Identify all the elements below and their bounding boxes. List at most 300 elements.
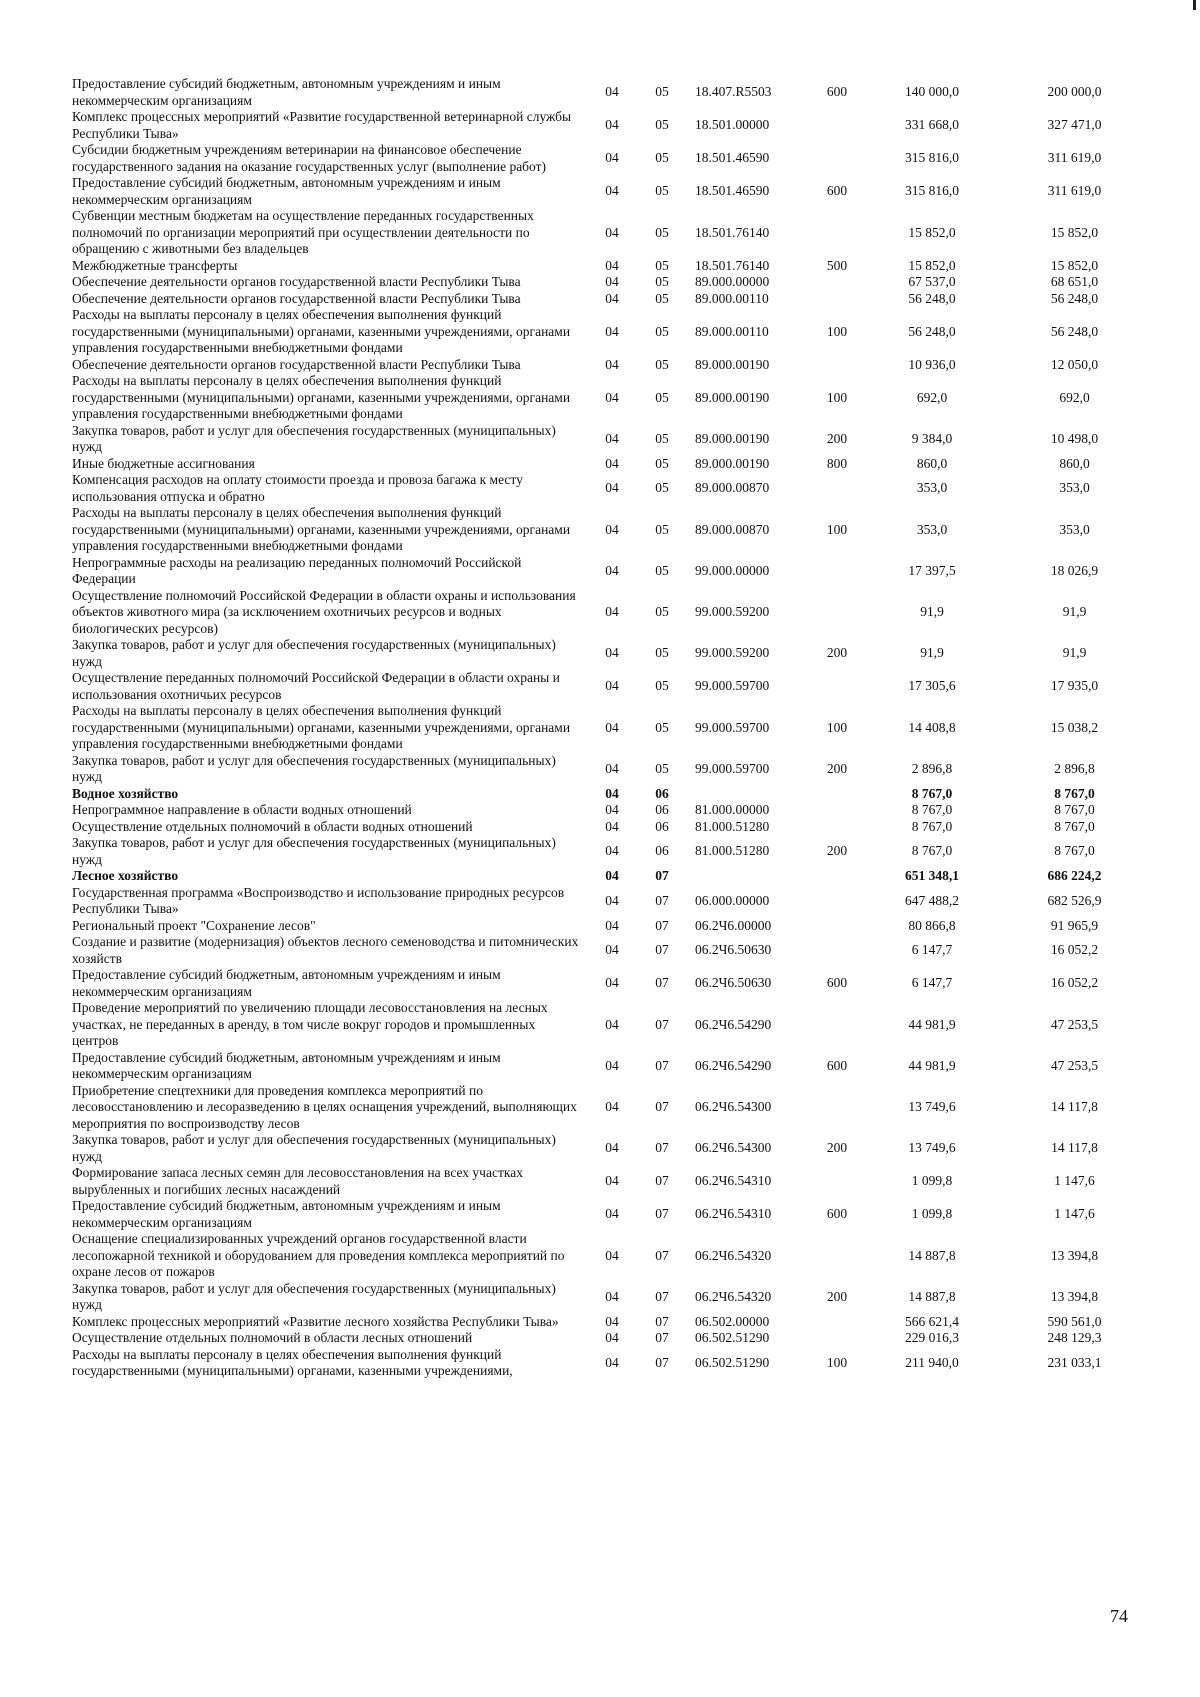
table-row — [72, 373, 1152, 423]
row-expense-type: 600 — [826, 975, 848, 991]
table-row — [72, 274, 1152, 291]
row-amount-year2: 16 052,2 — [1050, 942, 1099, 958]
row-expense-type: 200 — [826, 843, 848, 859]
row-name: Закупка товаров, работ и услуг для обеспечения государственных (муниципальных) нужд — [72, 835, 556, 867]
row-target-article: 06.502.51290 — [695, 1354, 770, 1370]
row-subsection: 06 — [655, 785, 669, 801]
row-section: 04 — [605, 183, 619, 199]
row-subsection: 05 — [655, 719, 669, 735]
row-name: Приобретение спецтехники для проведения комплекса мероприятий по лесовосстановлению и лесоразведению в целях оснащения учреждений, выполняющих мероприятия по воспроизводству лесов — [72, 1082, 577, 1131]
row-name: Оснащение специализированных учреждений органов государственной власти лесопожарной техникой и оборудованием для проведения комплекса мероприятий по охране лесов от пожаров — [72, 1231, 565, 1279]
row-amount-year1: 331 668,0 — [905, 117, 959, 133]
row-name: Комплекс процессных мероприятий «Развитие государственной ветеринарной службы Республики Тыва» — [72, 109, 572, 141]
table-row — [72, 208, 1152, 258]
row-amount-year1: 566 621,4 — [905, 1313, 959, 1329]
row-subsection: 07 — [655, 868, 669, 883]
row-expense-type: 200 — [826, 760, 848, 776]
row-subsection: 05 — [655, 562, 669, 578]
row-amount-year1: 17 305,6 — [908, 678, 956, 694]
row-expense-type: 600 — [826, 1206, 848, 1222]
row-target-article: 06.2Ч6.50630 — [695, 942, 772, 958]
row-name: Осуществление отдельных полномочий в области водных отношений — [72, 818, 473, 834]
row-section: 04 — [605, 1313, 619, 1329]
row-expense-type: 100 — [826, 521, 848, 537]
row-amount-year2: 311 619,0 — [1047, 183, 1102, 199]
row-amount-year2: 686 224,2 — [1047, 868, 1102, 883]
row-subsection: 07 — [655, 917, 669, 933]
row-subsection: 07 — [655, 1057, 669, 1073]
row-amount-year2: 15 852,0 — [1050, 224, 1099, 240]
row-section: 04 — [605, 1016, 619, 1032]
table-row — [72, 1281, 1152, 1314]
row-target-article: 18.501.76140 — [695, 257, 770, 273]
row-name: Предоставление субсидий бюджетным, автономным учреждениям и иным некоммерческим организациям — [72, 1049, 501, 1081]
row-name: Закупка товаров, работ и услуг для обеспечения государственных (муниципальных) нужд — [72, 752, 556, 784]
row-amount-year1: 17 397,5 — [908, 562, 956, 578]
row-amount-year2: 91 965,9 — [1050, 917, 1099, 933]
row-target-article: 89.000.00000 — [695, 274, 770, 289]
row-expense-type: 800 — [826, 455, 848, 471]
row-name: Компенсация расходов на оплату стоимости проезда и провоза багажа к месту использования отпуска и обратно — [72, 472, 523, 504]
row-amount-year2: 8 767,0 — [1054, 843, 1095, 859]
row-name: Обеспечение деятельности органов государственной власти Республики Тыва — [72, 290, 521, 306]
row-amount-year1: 91,9 — [920, 645, 944, 661]
row-section: 04 — [605, 521, 619, 537]
table-row — [72, 258, 1152, 275]
row-name: Субсидии бюджетным учреждениям ветеринарии на финансовое обеспечение государственного задания на оказание государственных услуг (выполнение работ) — [72, 142, 547, 174]
row-target-article: 89.000.00190 — [695, 356, 770, 372]
row-target-article: 06.000.00000 — [695, 892, 770, 908]
row-name: Иные бюджетные ассигнования — [72, 455, 255, 471]
row-section: 04 — [605, 1140, 619, 1156]
row-target-article: 18.501.76140 — [695, 224, 770, 240]
row-name: Закупка товаров, работ и услуг для обеспечения государственных (муниципальных) нужд — [72, 1132, 556, 1164]
row-target-article: 18.501.00000 — [695, 117, 770, 133]
row-target-article: 89.000.00870 — [695, 480, 770, 496]
row-expense-type: 200 — [826, 1140, 848, 1156]
table-row — [72, 175, 1152, 208]
row-section: 04 — [605, 843, 619, 859]
row-amount-year2: 47 253,5 — [1050, 1057, 1099, 1073]
row-subsection: 07 — [655, 1330, 669, 1345]
row-section: 04 — [605, 1288, 619, 1304]
row-section: 04 — [605, 389, 619, 405]
row-target-article: 81.000.00000 — [695, 802, 770, 817]
row-amount-year2: 56 248,0 — [1050, 290, 1099, 306]
row-section: 04 — [605, 760, 619, 776]
row-amount-year1: 14 887,8 — [908, 1288, 956, 1304]
row-subsection: 07 — [655, 1247, 669, 1263]
row-amount-year1: 315 816,0 — [905, 183, 959, 199]
page-number: 74 — [1110, 1606, 1128, 1626]
row-expense-type — [807, 670, 867, 703]
row-amount-year1: 860,0 — [916, 455, 948, 471]
row-amount-year1: 1 099,8 — [911, 1206, 953, 1222]
row-amount-year2: 12 050,0 — [1050, 356, 1099, 372]
row-amount-year1: 13 749,6 — [908, 1140, 956, 1156]
table-row — [72, 637, 1152, 670]
row-section: 04 — [605, 1206, 619, 1222]
table-row — [72, 555, 1152, 588]
row-section: 04 — [605, 1354, 619, 1370]
row-target-article: 99.000.59700 — [695, 678, 770, 694]
row-expense-type — [807, 208, 867, 258]
row-subsection: 05 — [655, 678, 669, 694]
row-expense-type — [807, 934, 867, 967]
row-amount-year1: 8 767,0 — [911, 818, 953, 834]
row-subsection: 05 — [655, 356, 669, 372]
row-expense-type — [807, 588, 867, 638]
row-name: Закупка товаров, работ и услуг для обеспечения государственных (муниципальных) нужд — [72, 637, 556, 669]
row-name: Субвенции местным бюджетам на осуществление переданных государственных полномочий по организации мероприятий при осуществлении деятельности по обращению с животными без владельцев — [72, 208, 534, 256]
row-target-article: 99.000.59200 — [695, 645, 770, 661]
row-expense-type: 500 — [826, 257, 848, 273]
row-target-article: 06.2Ч6.54320 — [695, 1247, 772, 1263]
row-subsection: 05 — [655, 645, 669, 661]
row-target-article: 99.000.59700 — [695, 760, 770, 776]
table-row — [72, 753, 1152, 786]
table-row — [72, 868, 1152, 885]
table-row — [72, 1198, 1152, 1231]
row-expense-type: 600 — [826, 1057, 848, 1073]
row-amount-year1: 211 940,0 — [905, 1354, 959, 1370]
table-row — [72, 786, 1152, 803]
row-subsection: 07 — [655, 1099, 669, 1114]
row-amount-year1: 14 887,8 — [908, 1247, 956, 1263]
row-target-article: 06.2Ч6.00000 — [695, 917, 772, 933]
row-amount-year2: 8 767,0 — [1054, 818, 1095, 834]
row-amount-year2: 860,0 — [1059, 455, 1090, 471]
row-amount-year2: 8 767,0 — [1054, 785, 1095, 801]
row-section: 04 — [605, 117, 619, 133]
table-row — [72, 1165, 1152, 1198]
row-subsection: 05 — [655, 389, 669, 405]
scan-corner-mark — [1193, 0, 1196, 10]
row-section: 04 — [605, 818, 619, 834]
row-name: Государственная программа «Воспроизводство и использование природных ресурсов Республики Тыва» — [72, 884, 565, 916]
row-amount-year2: 14 117,8 — [1051, 1140, 1098, 1156]
row-amount-year2: 15 852,0 — [1050, 257, 1099, 273]
row-name: Непрограммное направление в области водных отношений — [72, 802, 412, 817]
row-name: Предоставление субсидий бюджетным, автономным учреждениям и иным некоммерческим организациям — [72, 175, 501, 207]
row-subsection: 06 — [655, 818, 669, 834]
row-section: 04 — [605, 1330, 619, 1345]
row-section: 04 — [605, 1173, 619, 1189]
row-subsection: 05 — [655, 84, 669, 100]
row-expense-type — [807, 274, 867, 291]
row-target-article: 06.502.00000 — [695, 1313, 770, 1329]
row-name: Лесное хозяйство — [72, 868, 179, 883]
row-amount-year2: 17 935,0 — [1050, 678, 1099, 694]
budget-table — [72, 76, 1152, 1380]
row-amount-year2: 353,0 — [1059, 480, 1090, 496]
row-expense-type: 100 — [826, 389, 848, 405]
row-section: 04 — [605, 917, 619, 933]
row-amount-year2: 14 117,8 — [1051, 1099, 1098, 1114]
table-row — [72, 456, 1152, 473]
row-target-article: 99.000.00000 — [695, 562, 770, 578]
row-subsection: 05 — [655, 430, 669, 446]
row-amount-year1: 9 384,0 — [911, 430, 953, 446]
row-target-article: 06.2Ч6.54290 — [695, 1057, 772, 1073]
row-amount-year2: 231 033,1 — [1047, 1354, 1102, 1370]
table-row — [72, 142, 1152, 175]
row-target-article: 06.2Ч6.54300 — [695, 1099, 772, 1114]
row-amount-year1: 44 981,9 — [908, 1057, 956, 1073]
row-expense-type: 200 — [826, 1288, 848, 1304]
row-amount-year2: 91,9 — [1062, 604, 1087, 619]
row-expense-type — [807, 918, 867, 935]
row-subsection: 05 — [655, 323, 669, 339]
row-name: Формирование запаса лесных семян для лесовосстановления на всех участках вырубленных и погибших лесных насаждений — [72, 1165, 523, 1197]
row-amount-year2: 590 561,0 — [1047, 1313, 1102, 1329]
row-expense-type — [807, 786, 867, 803]
row-expense-type — [807, 885, 867, 918]
row-subsection: 06 — [655, 802, 669, 817]
row-target-article: 89.000.00190 — [695, 430, 770, 446]
row-subsection: 07 — [655, 975, 669, 991]
row-section: 04 — [605, 84, 619, 100]
row-name: Водное хозяйство — [72, 785, 179, 801]
row-amount-year2: 56 248,0 — [1050, 323, 1099, 339]
table-row — [72, 505, 1152, 555]
table-row — [72, 588, 1152, 638]
row-amount-year1: 651 348,1 — [905, 868, 959, 883]
row-expense-type — [807, 868, 867, 885]
row-name: Непрограммные расходы на реализацию переданных полномочий Российской Федерации — [72, 554, 522, 586]
row-name: Предоставление субсидий бюджетным, автономным учреждениям и иным некоммерческим организациям — [72, 1198, 501, 1230]
row-target-article: 81.000.51280 — [695, 818, 770, 834]
row-section: 04 — [605, 719, 619, 735]
row-amount-year1: 67 537,0 — [908, 274, 956, 289]
row-subsection: 07 — [655, 892, 669, 908]
row-amount-year2: 47 253,5 — [1050, 1016, 1099, 1032]
row-expense-type: 100 — [826, 719, 848, 735]
row-expense-type — [807, 291, 867, 308]
row-name: Межбюджетные трансферты — [72, 257, 238, 273]
row-amount-year2: 13 394,8 — [1050, 1247, 1099, 1263]
row-subsection: 05 — [655, 257, 669, 273]
table-row — [72, 802, 1152, 819]
row-section: 04 — [605, 678, 619, 694]
row-name: Региональный проект "Сохранение лесов" — [72, 917, 316, 933]
row-amount-year1: 8 767,0 — [911, 843, 953, 859]
row-subsection: 05 — [655, 150, 669, 166]
row-amount-year1: 229 016,3 — [905, 1330, 959, 1345]
row-section: 04 — [605, 942, 619, 958]
row-amount-year1: 15 852,0 — [908, 224, 956, 240]
row-target-article: 89.000.00190 — [695, 455, 770, 471]
row-subsection: 05 — [655, 760, 669, 776]
row-expense-type — [807, 1000, 867, 1050]
row-name: Осуществление полномочий Российской Федерации в области охраны и использования объектов животного мира (за исключением охотничьих ресурсов и водных биологических ресурсов) — [72, 587, 576, 636]
row-subsection: 07 — [655, 1288, 669, 1304]
row-amount-year2: 682 526,9 — [1047, 892, 1102, 908]
row-expense-type: 100 — [826, 1354, 848, 1370]
row-subsection: 05 — [655, 521, 669, 537]
row-target-article: 89.000.00110 — [695, 290, 769, 306]
row-amount-year1: 80 866,8 — [908, 917, 956, 933]
row-section: 04 — [605, 257, 619, 273]
row-amount-year2: 18 026,9 — [1050, 562, 1099, 578]
row-section: 04 — [605, 150, 619, 166]
row-amount-year1: 14 408,8 — [908, 719, 956, 735]
row-amount-year1: 2 896,8 — [911, 760, 953, 776]
row-subsection: 07 — [655, 1206, 669, 1222]
row-expense-type — [807, 819, 867, 836]
table-row — [72, 1083, 1152, 1133]
row-amount-year1: 315 816,0 — [905, 150, 959, 166]
row-subsection: 07 — [655, 1313, 669, 1329]
table-row — [72, 1330, 1152, 1347]
row-name: Обеспечение деятельности органов государственной власти Республики Тыва — [72, 356, 521, 372]
table-row — [72, 934, 1152, 967]
row-section: 04 — [605, 224, 619, 240]
row-expense-type: 600 — [826, 183, 848, 199]
row-amount-year2: 10 498,0 — [1050, 430, 1099, 446]
row-section: 04 — [605, 356, 619, 372]
row-amount-year2: 327 471,0 — [1047, 117, 1102, 133]
row-name: Проведение мероприятий по увеличению площади лесовосстановления на лесных участках, не переданных в аренду, в том числе вокруг городов и промышленных центров — [72, 1000, 548, 1048]
row-subsection: 05 — [655, 183, 669, 199]
row-name: Комплекс процессных мероприятий «Развитие лесного хозяйства Республики Тыва» — [72, 1313, 559, 1329]
row-name: Расходы на выплаты персоналу в целях обеспечения выполнения функций государственными (муниципальными) органами, казенными учреждениями, органами управления государственными внебюджетными фондами — [72, 505, 571, 553]
row-subsection: 07 — [655, 942, 669, 958]
table-row — [72, 703, 1152, 753]
table-row — [72, 1000, 1152, 1050]
row-amount-year2: 15 038,2 — [1050, 719, 1099, 735]
row-expense-type: 100 — [826, 323, 848, 339]
row-expense-type — [807, 1165, 867, 1198]
row-expense-type — [807, 802, 867, 819]
row-name: Обеспечение деятельности органов государственной власти Республики Тыва — [72, 274, 521, 289]
row-subsection: 05 — [655, 224, 669, 240]
row-section: 04 — [605, 604, 619, 619]
row-expense-type — [807, 1314, 867, 1331]
row-amount-year1: 91,9 — [920, 604, 944, 619]
row-target-article: 81.000.51280 — [695, 843, 770, 859]
row-target-article: 06.502.51290 — [695, 1330, 770, 1345]
row-expense-type — [807, 357, 867, 374]
row-expense-type — [807, 142, 867, 175]
row-subsection: 05 — [655, 455, 669, 471]
row-section: 04 — [605, 1247, 619, 1263]
row-expense-type — [807, 555, 867, 588]
row-name: Предоставление субсидий бюджетным, автономным учреждениям и иным некоммерческим организациям — [72, 76, 501, 108]
row-section: 04 — [605, 274, 619, 289]
table-row — [72, 307, 1152, 357]
row-target-article: 06.2Ч6.54300 — [695, 1140, 772, 1156]
row-amount-year1: 353,0 — [916, 480, 948, 496]
row-amount-year2: 2 896,8 — [1054, 760, 1095, 776]
row-section: 04 — [605, 562, 619, 578]
row-section: 04 — [605, 1099, 619, 1114]
row-section: 04 — [605, 430, 619, 446]
row-amount-year1: 6 147,7 — [911, 975, 953, 991]
row-amount-year1: 10 936,0 — [908, 356, 956, 372]
row-subsection: 05 — [655, 604, 669, 619]
row-amount-year1: 353,0 — [916, 521, 948, 537]
row-name: Создание и развитие (модернизация) объектов лесного семеноводства и питомнических хозяйств — [72, 934, 579, 966]
row-name: Расходы на выплаты персоналу в целях обеспечения выполнения функций государственными (муниципальными) органами, казенными учреждениями, — [72, 1346, 513, 1378]
table-row — [72, 1231, 1152, 1281]
row-expense-type — [807, 472, 867, 505]
row-section: 04 — [605, 1057, 619, 1073]
row-target-article: 89.000.00110 — [695, 323, 769, 339]
row-name: Осуществление переданных полномочий Российской Федерации в области охраны и использования охотничьих ресурсов — [72, 670, 560, 702]
row-section: 04 — [605, 868, 619, 883]
row-target-article: 89.000.00870 — [695, 521, 770, 537]
row-target-article: 06.2Ч6.54290 — [695, 1016, 772, 1032]
row-amount-year1: 56 248,0 — [908, 323, 956, 339]
row-subsection: 07 — [655, 1354, 669, 1370]
row-amount-year1: 692,0 — [916, 389, 948, 405]
table-row — [72, 918, 1152, 935]
row-subsection: 05 — [655, 480, 669, 496]
table-row — [72, 291, 1152, 308]
row-name: Предоставление субсидий бюджетным, автономным учреждениям и иным некоммерческим организациям — [72, 967, 501, 999]
row-amount-year2: 1 147,6 — [1054, 1206, 1095, 1222]
row-subsection: 07 — [655, 1016, 669, 1032]
table-row — [72, 357, 1152, 374]
row-amount-year1: 1 099,8 — [911, 1173, 953, 1189]
row-subsection: 05 — [655, 117, 669, 133]
row-amount-year2: 200 000,0 — [1047, 84, 1102, 100]
row-subsection: 05 — [655, 290, 669, 306]
row-amount-year2: 1 147,6 — [1054, 1173, 1095, 1189]
row-section: 04 — [605, 975, 619, 991]
row-amount-year2: 692,0 — [1059, 389, 1090, 405]
row-target-article: 06.2Ч6.54310 — [695, 1173, 772, 1189]
table-row — [72, 472, 1152, 505]
row-target-article — [687, 868, 807, 885]
row-target-article: 99.000.59700 — [695, 719, 770, 735]
row-subsection: 07 — [655, 1173, 669, 1189]
row-section: 04 — [605, 323, 619, 339]
row-expense-type — [807, 109, 867, 142]
row-target-article: 89.000.00190 — [695, 389, 770, 405]
row-amount-year2: 353,0 — [1059, 521, 1090, 537]
row-name: Осуществление отдельных полномочий в области лесных отношений — [72, 1330, 473, 1345]
row-amount-year2: 311 619,0 — [1047, 150, 1102, 166]
row-amount-year1: 6 147,7 — [911, 942, 953, 958]
table-row — [72, 1050, 1152, 1083]
row-amount-year1: 647 488,2 — [905, 892, 959, 908]
table-row — [72, 670, 1152, 703]
row-amount-year2: 16 052,2 — [1050, 975, 1099, 991]
row-section: 04 — [605, 455, 619, 471]
table-row — [72, 885, 1152, 918]
row-amount-year2: 68 651,0 — [1050, 274, 1099, 289]
row-subsection: 07 — [655, 1140, 669, 1156]
row-section: 04 — [605, 785, 619, 801]
row-name: Расходы на выплаты персоналу в целях обеспечения выполнения функций государственными (муниципальными) органами, казенными учреждениями, органами управления государственными внебюджетными фондами — [72, 703, 571, 751]
row-expense-type: 200 — [826, 430, 848, 446]
row-amount-year1: 15 852,0 — [908, 257, 956, 273]
row-amount-year2: 248 129,3 — [1047, 1330, 1102, 1345]
row-amount-year1: 8 767,0 — [911, 785, 953, 801]
row-target-article — [687, 786, 807, 803]
table-row — [72, 835, 1152, 868]
row-target-article: 18.501.46590 — [695, 183, 770, 199]
row-name: Расходы на выплаты персоналу в целях обеспечения выполнения функций государственными (муниципальными) органами, казенными учреждениями, органами управления государственными внебюджетными фондами — [72, 373, 571, 421]
table-row — [72, 423, 1152, 456]
table-row — [72, 967, 1152, 1000]
row-expense-type: 200 — [826, 645, 848, 661]
row-name: Закупка товаров, работ и услуг для обеспечения государственных (муниципальных) нужд — [72, 422, 556, 454]
row-amount-year2: 91,9 — [1062, 645, 1087, 661]
row-target-article: 18.501.46590 — [695, 150, 770, 166]
